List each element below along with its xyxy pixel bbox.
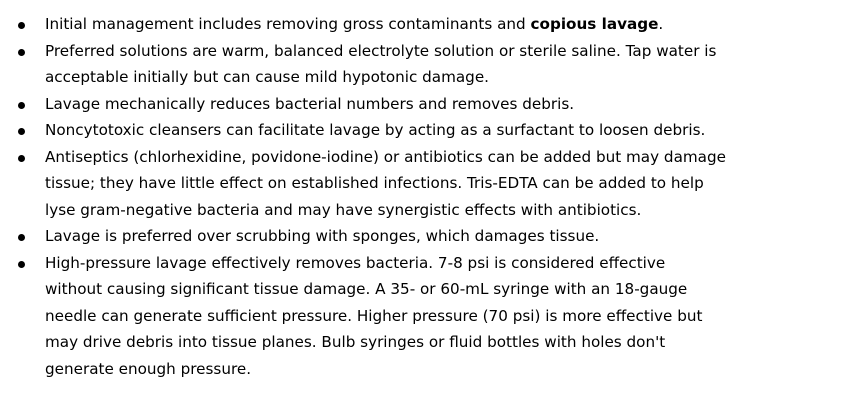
text-segment: Lavage mechanically reduces bacterial numbers and removes debris. xyxy=(45,94,575,113)
bullet-icon xyxy=(18,128,25,135)
text-segment: Lavage is preferred over scrubbing with sponges, which damages tissue. xyxy=(45,227,600,245)
list-item-line xyxy=(45,170,833,197)
list-item-line xyxy=(45,329,833,356)
list-item-line xyxy=(45,91,833,118)
bullet-icon xyxy=(18,22,25,29)
text-segment: generate enough pressure. xyxy=(45,359,252,378)
bold-text-segment: copious lavage xyxy=(530,15,659,33)
bullet-icon xyxy=(18,261,25,268)
text-segment: needle can generate sufficient pressure. Higher pressure (70 psi) is more effective but xyxy=(45,306,703,325)
bullet-icon xyxy=(18,102,25,109)
text-segment: Preferred solutions are warm, balanced electrolyte solution or sterile saline. Tap water is xyxy=(45,41,717,60)
text-segment: Initial management includes removing gross contaminants and xyxy=(45,15,531,33)
list-item-line xyxy=(45,356,833,383)
text-segment: without causing significant tissue damage. A 35- or 60-mL syringe with an 18-gauge xyxy=(45,280,688,298)
list-item-line xyxy=(45,64,833,91)
bullet-icon xyxy=(18,234,25,241)
list-item xyxy=(0,38,843,91)
list-item xyxy=(0,144,843,224)
text-segment: High-pressure lavage effectively removes bacteria. 7-8 psi is considered effective xyxy=(45,253,666,272)
list-item-line xyxy=(45,11,833,38)
text-segment: tissue; they have little effect on established infections. Tris-EDTA can be added to help xyxy=(45,174,704,192)
list-item-line xyxy=(45,250,833,277)
bullet-list xyxy=(0,11,843,382)
list-item-line xyxy=(45,117,833,144)
list-item-line xyxy=(45,144,833,171)
list-item xyxy=(0,11,843,38)
bullet-icon xyxy=(18,49,25,56)
text-segment: Noncytotoxic cleansers can facilitate lavage by acting as a surfactant to loosen debris. xyxy=(45,121,706,139)
list-item xyxy=(0,223,843,250)
list-item-line xyxy=(45,276,833,303)
text-segment: lyse gram-negative bacteria and may have synergistic effects with antibiotics. xyxy=(45,200,642,219)
text-segment: acceptable initially but can cause mild hypotonic damage. xyxy=(45,68,489,86)
list-item-line xyxy=(45,303,833,330)
text-segment: Antiseptics (chlorhexidine, povidone-iodine) or antibiotics can be added but may damage xyxy=(45,147,726,166)
text-segment: may drive debris into tissue planes. Bulb syringes or fluid bottles with holes don't xyxy=(45,333,666,351)
list-item-line xyxy=(45,223,833,250)
list-item xyxy=(0,117,843,144)
list-item xyxy=(0,91,843,118)
list-item-line xyxy=(45,38,833,65)
bullet-icon xyxy=(18,155,25,162)
text-segment: . xyxy=(658,15,664,33)
list-item xyxy=(0,250,843,383)
list-item-line xyxy=(45,197,833,224)
